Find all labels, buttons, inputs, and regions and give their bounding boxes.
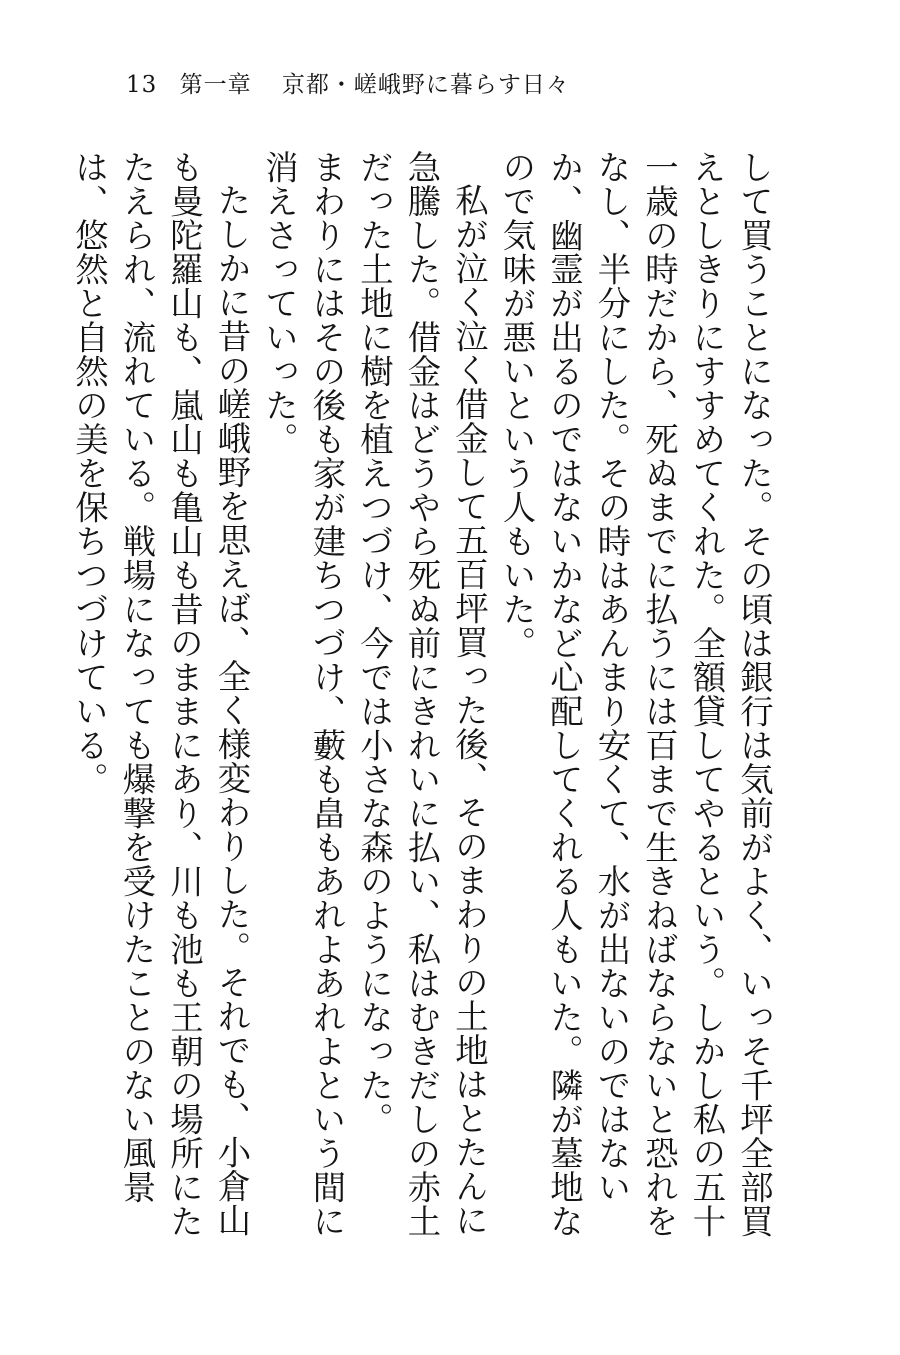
paragraph-4: たしかに昔の嵯峨野を思えば、全く様変わりした。それでも、小倉山も曼陀羅山も、嵐山も亀山も昔のままにあり、川も池も王朝の場所にたたえられ、流れている。戦場になっても爆撃を受けたことのない風景は、悠然と自然の美を保ちつづけている。 (70, 150, 252, 1238)
body-text (66, 150, 779, 1260)
paragraph-2: 私が泣く泣く借金して五百坪買った後、そのまわりの土地はとたんに急騰した。借金はどうやら死ぬ前にきれいに払い、私はむきだしの赤土だった土地に樹を植えつづけ、今では小さな森のようになった。 (355, 150, 489, 1238)
running-header (126, 70, 570, 100)
chapter-title: 京都・嵯峨野に暮らす日々 (281, 72, 570, 98)
chapter-number: 第一章 (179, 72, 252, 98)
page-number: 13 (126, 72, 158, 98)
paragraph-3: まわりにはその後も家が建ちつづけ、藪も畠もあれよあれよという間に消えさっていった。 (260, 150, 347, 1238)
paragraph-1: して買うことになった。その頃は銀行は気前がよく、いっそ千坪全部買えとしきりにすすめてくれた。全額貸してやるという。しかし私の五十一歳の時だから、死ぬまでに払うには百まで生きねばならないと恐れをなし、半分にした。その時はあんまり安くて、水が出ないのではないか、幽霊が出るのではないかなど心配してくれる人もいた。隣が墓地なので気味が悪いという人もいた。 (497, 150, 774, 1238)
